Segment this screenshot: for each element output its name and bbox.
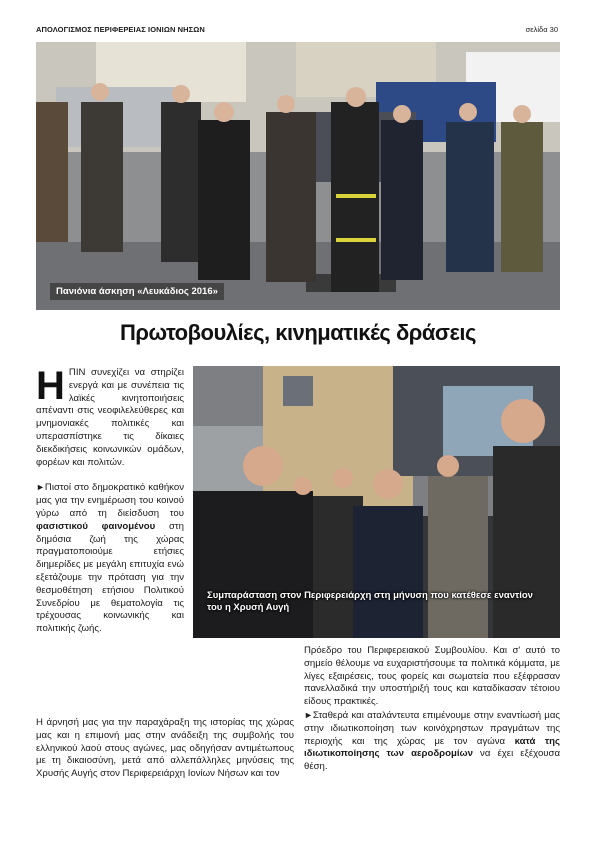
article-column-left xyxy=(36,364,184,648)
intro-text: ΠΙΝ συνεχίζει να στηρίζει ενεργά και με συνέπεια τις λαϊκές κινητοποιήσεις απέναντι στις νεοφιλελεύθερες και μνημονιακές πολιτικές και υπερασπίστηκε τις δίκαιες διεκδικήσεις κοινωνικών ομάδων, φορέων και πολιτών. xyxy=(36,367,184,468)
bullet-arrow-icon: ► xyxy=(304,709,313,720)
court-paragraph: Η άρνησή μας για την παραχάραξη της ιστορίας της χώρας μας και η επιμονή μας στην ανάδειξη της συμβολής του ελληνικού λαού στους αγώνες, μας οδηγήσαν αντιμέτωπους με τη δικαιοσύνη, μετά από αλλεπάλληλες μηνύσεις της Χρυσής Αυγής στον Περιφερειάρχη Ιονίων Νήσων και τον xyxy=(36,717,294,780)
fascism-text-a: Πιστοί στο δημοκρατικό καθήκον μας για την ενημέρωση του κοινού γύρω από τη διείσδυση του xyxy=(36,482,184,519)
fascism-paragraph xyxy=(36,481,184,636)
airports-text-b: να έχει εξέχουσα θέση. xyxy=(304,748,560,773)
fascism-text-b: στη δημόσια ζωή της χώρας πραγματοποιούμε ετήσιες διημερίδες με μεγάλη επιτυχία ενώ εξετάζουμε την πρόταση για την θεσμοθέτηση ετήσιου Πολιτικού Συνεδρίου με θεματολογία τις τρέχουσας κοινωνικής και πολιτικής ζωής. xyxy=(36,520,184,635)
page-number: σελίδα 30 xyxy=(525,25,558,34)
fascism-highlight: φασιστικού φαινομένου xyxy=(36,520,156,532)
photo1-caption: Πανιόνια άσκηση «Λευκάδιος 2016» xyxy=(50,283,224,300)
solidarity-photo xyxy=(193,366,560,638)
drop-cap: Η xyxy=(36,364,65,408)
intro-paragraph xyxy=(36,364,184,469)
exercise-photo xyxy=(36,42,560,310)
publication-header: ΑΠΟΛΟΓΙΣΜΟΣ ΠΕΡΙΦΕΡΕΙΑΣ ΙΟΝΙΩΝ ΝΗΣΩΝ xyxy=(36,25,205,34)
photo2-caption: Συμπαράσταση στον Περιφερειάρχη στη μήνυση που κατέθεσε εναντίον του η Χρυσή Αυγή xyxy=(207,590,533,613)
page-title: Πρωτοβουλίες, κινηματικές δράσεις xyxy=(120,320,476,345)
airports-highlight: κατά της ιδιωτικοποίησης των αεροδρομίων xyxy=(304,735,560,760)
bullet-arrow-icon: ► xyxy=(36,482,45,493)
article-column-right xyxy=(304,645,560,786)
thanks-paragraph: Πρόεδρο του Περιφερειακού Συμβουλίου. Και σ' αυτό το σημείο θέλουμε να ευχαριστήσουμε τα πολιτικά κόμματα, με λίγες εξαιρέσεις, τους φορείς και σωματεία που εξέφρασαν πανελλαδικά την υποστήριξή τους και καταδίκασαν τέτοιου είδους πρακτικές. xyxy=(304,645,560,708)
airports-text-a: Σταθερά και αταλάντευτα επιμένουμε στην εναντίωσή μας στην ιδιωτικοποίηση των κοινόχρηστων πραγμάτων της περιοχής και της χώρας με τον αγώνα xyxy=(304,709,560,747)
airports-paragraph xyxy=(304,709,560,774)
